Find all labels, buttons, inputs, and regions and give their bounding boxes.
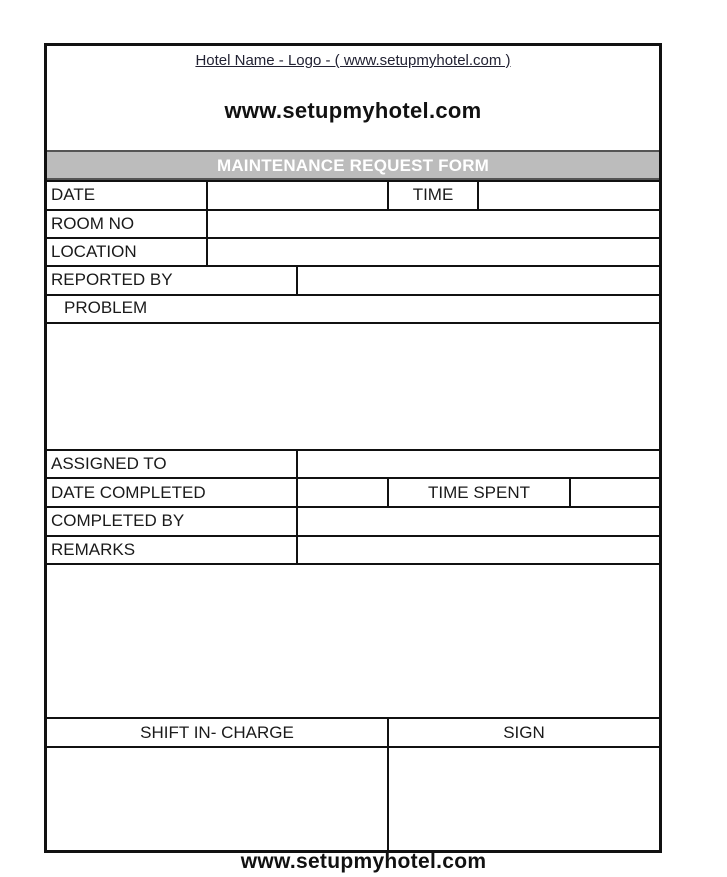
assigned-to-field[interactable] <box>298 451 659 477</box>
time-spent-field[interactable] <box>571 479 659 506</box>
footer-website: www.setupmyhotel.com <box>240 850 487 873</box>
time-field[interactable] <box>479 182 659 209</box>
room-no-field[interactable] <box>208 211 659 237</box>
room-no-label: ROOM NO <box>51 214 135 233</box>
shift-in-charge-field[interactable] <box>47 748 387 850</box>
date-completed-label: DATE COMPLETED <box>51 483 206 502</box>
remarks-textarea[interactable] <box>47 565 659 717</box>
form-title: MAINTENANCE REQUEST FORM <box>216 156 490 175</box>
completed-by-label: COMPLETED BY <box>51 511 185 530</box>
time-spent-label: TIME SPENT <box>427 483 530 502</box>
row-divider <box>47 535 659 537</box>
assigned-to-label: ASSIGNED TO <box>51 454 167 473</box>
remarks-label: REMARKS <box>51 540 136 559</box>
time-label: TIME <box>412 185 454 204</box>
row-divider <box>47 294 659 296</box>
completed-by-field[interactable] <box>298 508 659 535</box>
shift-in-charge-label: SHIFT IN- CHARGE <box>140 723 294 742</box>
location-field[interactable] <box>208 239 659 265</box>
form-title-bar <box>47 150 659 180</box>
reported-by-label: REPORTED BY <box>51 270 173 289</box>
row-divider <box>47 717 659 719</box>
date-label: DATE <box>51 185 96 204</box>
header-website: www.setupmyhotel.com <box>224 98 482 123</box>
date-field[interactable] <box>208 182 387 209</box>
problem-label: PROBLEM <box>64 298 148 317</box>
sign-label: SIGN <box>503 723 545 742</box>
date-completed-field[interactable] <box>298 479 387 506</box>
sign-field[interactable] <box>389 748 659 850</box>
form-frame <box>44 43 662 853</box>
hotel-name-logo-link[interactable]: Hotel Name - Logo - ( www.setupmyhotel.com ) <box>195 52 511 69</box>
reported-by-field[interactable] <box>298 267 659 294</box>
problem-textarea[interactable] <box>47 324 659 449</box>
location-label: LOCATION <box>51 242 137 261</box>
